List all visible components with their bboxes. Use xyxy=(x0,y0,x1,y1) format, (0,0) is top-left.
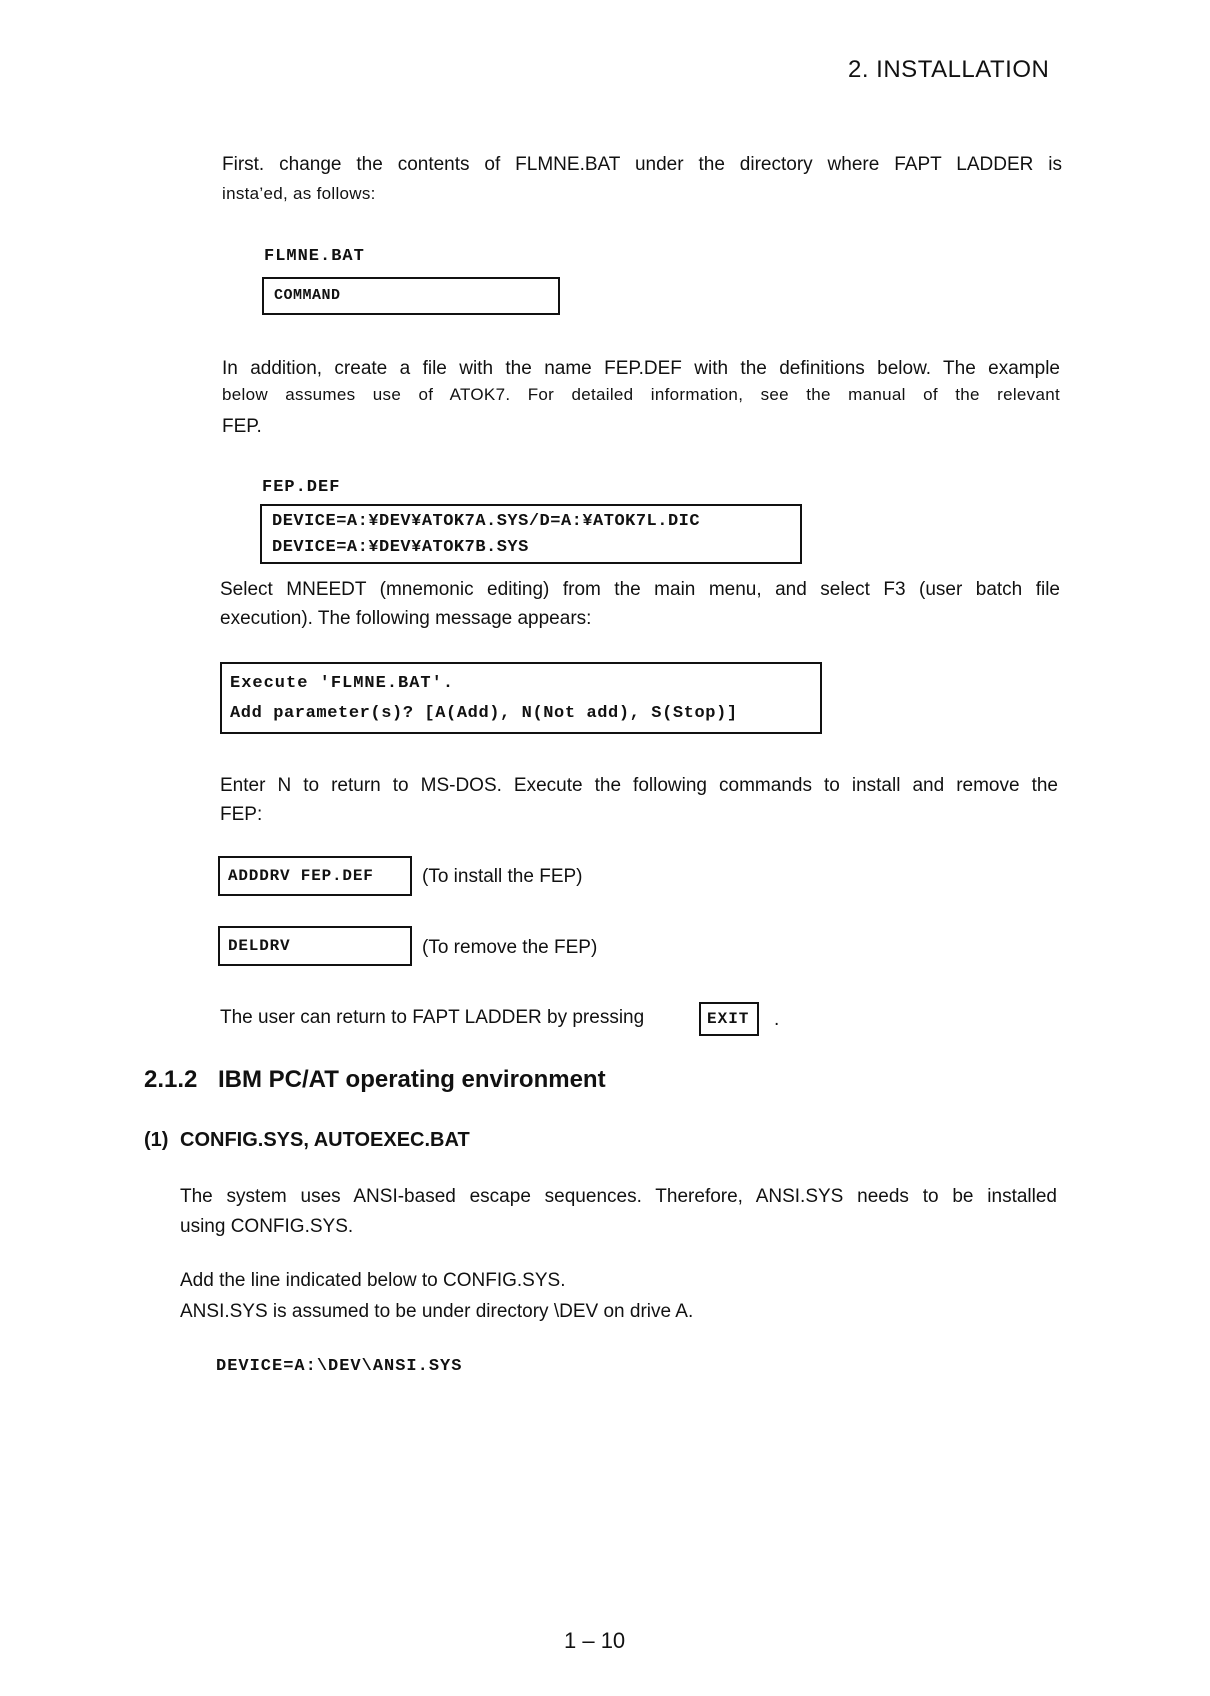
intro-line-1: First. change the contents of FLMNE.BAT under the directory where FAPT LADDER is xyxy=(222,154,1062,175)
enter-line-2: FEP: xyxy=(220,804,263,825)
select-line-2: execution). The following message appears: xyxy=(220,608,592,629)
flmne-bat-content: COMMAND xyxy=(274,287,341,304)
intro-line-2: insta’ed, as follows: xyxy=(222,184,376,203)
return-text: The user can return to FAPT LADDER by pressing xyxy=(220,1007,645,1028)
fep-def-line-2: DEVICE=A:¥DEV¥ATOK7B.SYS xyxy=(272,538,529,557)
device-line: DEVICE=A:\DEV\ANSI.SYS xyxy=(216,1357,463,1376)
fep-intro-line-1: In addition, create a file with the name FEP.DEF with the definitions below. The example xyxy=(222,358,1060,379)
select-line-1: Select MNEEDT (mnemonic editing) from the main menu, and select F3 (user batch file xyxy=(220,579,1060,600)
return-end: . xyxy=(774,1009,780,1030)
fep-def-box xyxy=(260,504,802,564)
add-line-2: ANSI.SYS is assumed to be under directory \DEV on drive A. xyxy=(180,1301,694,1322)
section-number: 2.1.2 xyxy=(144,1066,198,1093)
message-box xyxy=(220,662,822,734)
message-line-2: Add parameter(s)? [A(Add), N(Not add), S(Stop)] xyxy=(230,704,738,723)
adddrv-command: ADDDRV FEP.DEF xyxy=(228,867,374,885)
flmne-bat-box xyxy=(262,277,560,315)
page-number: 1 – 10 xyxy=(564,1628,626,1653)
fep-intro-line-2: below assumes use of ATOK7. For detailed information, see the manual of the relevant xyxy=(222,385,1060,404)
enter-line-1: Enter N to return to MS-DOS. Execute the following commands to install and remove the xyxy=(220,775,1058,796)
exit-key-box xyxy=(699,1002,759,1036)
exit-key: EXIT xyxy=(707,1010,750,1028)
section-title: IBM PC/AT operating environment xyxy=(218,1066,606,1093)
ansi-line-2: using CONFIG.SYS. xyxy=(180,1216,354,1237)
subsection-title: CONFIG.SYS, AUTOEXEC.BAT xyxy=(180,1129,470,1151)
deldrv-note: (To remove the FEP) xyxy=(422,937,598,958)
page-header-title: 2. INSTALLATION xyxy=(848,56,1050,83)
adddrv-note: (To install the FEP) xyxy=(422,866,583,887)
add-line-1: Add the line indicated below to CONFIG.SYS. xyxy=(180,1270,566,1291)
fep-def-line-1: DEVICE=A:¥DEV¥ATOK7A.SYS/D=A:¥ATOK7L.DIC xyxy=(272,512,701,531)
fep-intro-line-3: FEP. xyxy=(222,416,262,437)
deldrv-command: DELDRV xyxy=(228,937,291,955)
deldrv-command-box xyxy=(218,926,412,966)
adddrv-command-box xyxy=(218,856,412,896)
fep-def-label: FEP.DEF xyxy=(262,478,341,497)
message-line-1: Execute 'FLMNE.BAT'. xyxy=(230,674,455,693)
ansi-line-1: The system uses ANSI-based escape sequences. Therefore, ANSI.SYS needs to be installed xyxy=(180,1186,1057,1207)
subsection-number: (1) xyxy=(144,1129,169,1151)
flmne-bat-label: FLMNE.BAT xyxy=(264,247,365,266)
